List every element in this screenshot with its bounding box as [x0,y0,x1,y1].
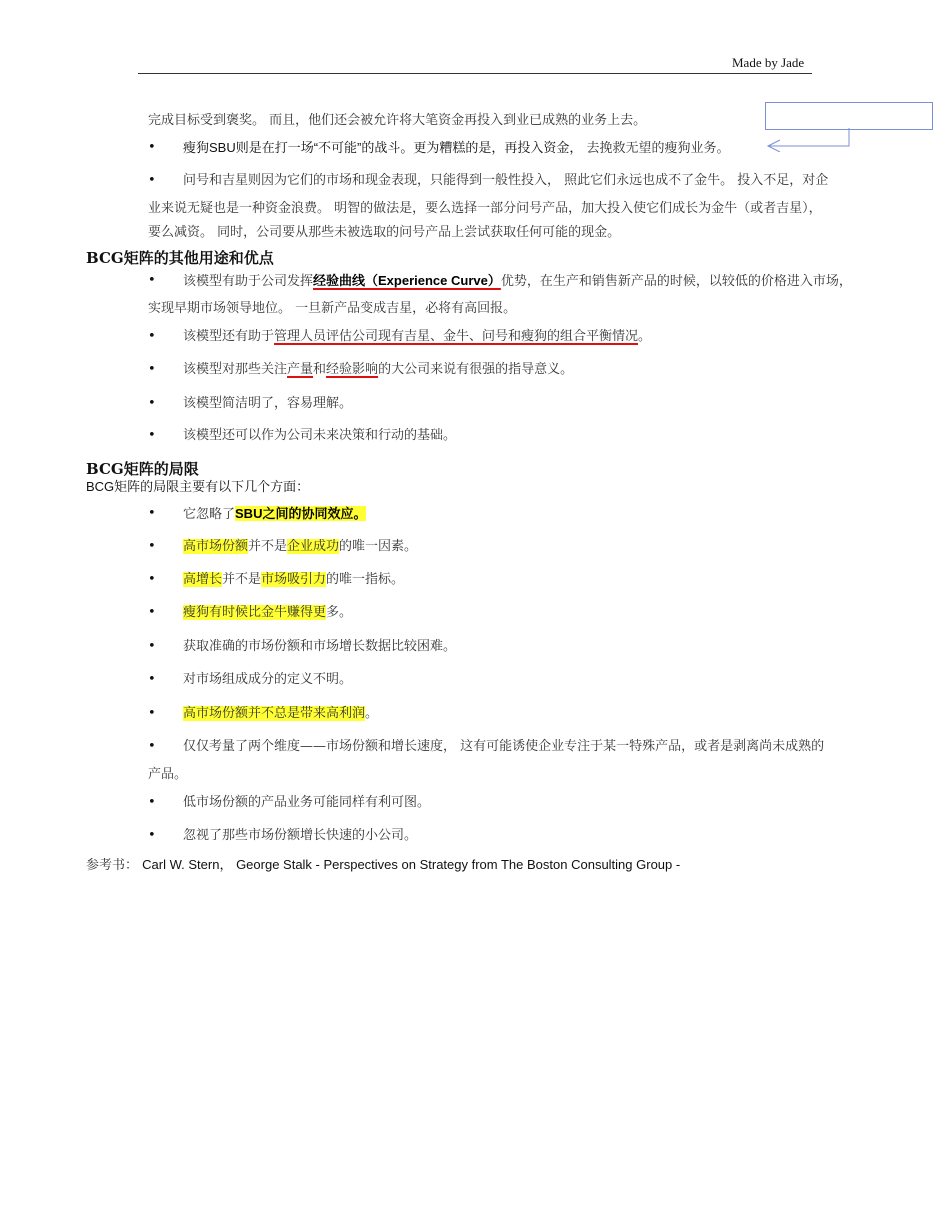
bullet-dot: • [148,795,156,810]
uses-b1-line2: 实现早期市场领导地位。 一旦新产品变成吉星，必将有高回报。 [148,301,517,316]
limits-l4-hl: 瘦狗有时候比金牛赚得更 [183,605,327,620]
bullet-dot: • [148,140,156,155]
limits-bullet-6: 对市场组成成分的定义不明。 [183,672,353,687]
limits-l2-hl1: 高市场份额 [183,539,249,554]
limits-l7-hl: 高市场份额并不总是带来高利润 [183,706,366,721]
bullet-dot: • [148,362,156,377]
uses-b3-post: 的大公司来说有很强的指导意义。 [378,362,574,377]
dog-bullet [183,139,730,158]
uses-bullet-1 [183,272,852,291]
uses-b1-post: 优势，在生产和销售新产品的时候，以较低的价格进入市场， [500,274,852,289]
reference-text: Carl W. Stern， George Stalk - Perspectives on Strategy from The Boston Consulting Group - [142,857,681,872]
limits-l3-mid: 并不是 [222,572,262,587]
uses-b1-mark: 经验曲线（Experience Curve） [313,273,501,288]
dog-bullet-text: 瘦狗SBU则是在打一场“不可能”的战斗。更为糟糕的是，再投入资金， [183,140,583,155]
limits-bullet-3 [183,571,404,589]
uses-b2-mark: 管理人员评估公司现有吉星、金牛、问号和瘦狗的组合平衡情况 [274,329,639,344]
uses-bullet-3 [183,361,573,379]
limits-intro-text: BCG矩阵的局限主要有以下几个方面： [86,479,310,494]
bullet-dot: • [148,173,156,188]
bullet-dot: • [148,739,156,754]
limits-l2-hl2: 企业成功 [287,539,340,554]
uses-b2-pre: 该模型还有助于 [183,329,275,344]
bullet-dot: • [148,572,156,587]
limits-bullet-10: 忽视了那些市场份额增长快速的小公司。 [183,828,418,843]
bullet-dot: • [148,672,156,687]
header-divider [138,73,812,74]
uses-bullet-4: 该模型简洁明了，容易理解。 [183,396,353,411]
bullet-dot: • [148,639,156,654]
limits-bullet-9: 低市场份额的产品业务可能同样有利可图。 [183,795,431,810]
uses-b3-mid: 和 [313,362,327,377]
section-title-uses: BCG矩阵的其他用途和优点 [86,249,274,267]
limits-l3-hl2: 市场吸引力 [261,572,327,587]
limits-intro [86,478,309,497]
bullet-dot: • [148,329,156,344]
reference-label: 参考书： [86,858,139,873]
intro-line: 完成目标受到褒奖。 而且，他们还会被允许将大笔资金再投入到业已成熟的业务上去。 [148,113,647,128]
uses-b3-mark2: 经验影响 [326,362,379,377]
limits-l3-post: 的唯一指标。 [326,572,405,587]
bullet-dot: • [148,506,156,521]
bullet-dot: • [148,396,156,411]
bullet-dot: • [148,828,156,843]
bullet-dot: • [148,428,156,443]
reference [86,856,680,875]
comment-connector [760,126,860,152]
limits-l1-pre: 它忽略了 [183,507,236,522]
bullet-dot: • [148,539,156,554]
limits-l2-post: 的唯一因素。 [339,539,418,554]
limits-l7-post: 。 [365,706,379,721]
qm-line-3: 要么减资。 同时，公司要从那些未被选取的问号产品上尝试获取任何可能的现金。 [148,225,621,240]
limits-l2-mid: 并不是 [248,539,288,554]
bullet-dot: • [148,273,156,288]
uses-bullet-2 [183,328,651,346]
uses-b3-pre: 该模型对那些关注 [183,362,288,377]
section-title-limits: BCG矩阵的局限 [86,460,199,478]
limits-l4-post: 多。 [326,605,353,620]
limits-bullet-8: 仅仅考量了两个维度——市场份额和增长速度， 这有可能诱使企业专注于某一特殊产品，或者是剥离尚未成熟的 [183,739,825,754]
uses-b2-post: 。 [638,329,652,344]
limits-l1-hl: SBU之间的协同效应。 [235,506,367,521]
dog-bullet-tail: 去挽救无望的瘦狗业务。 [586,141,730,156]
uses-b3-mark1: 产量 [287,362,314,377]
qm-line-1: 问号和吉星则因为它们的市场和现金表现，只能得到一般性投入， 照此它们永远也成不了金牛。 投入不足，对企 [183,173,829,188]
uses-bullet-5: 该模型还可以作为公司未来决策和行动的基础。 [183,428,457,443]
page-header-text: Made by Jade [732,55,805,70]
limits-l8-line2: 产品。 [148,767,188,782]
qm-line-2: 业来说无疑也是一种资金浪费。 明智的做法是，要么选择一部分问号产品，加大投入使它们成长为金牛（或者吉星）， [148,201,822,216]
bullet-dot: • [148,605,156,620]
limits-bullet-4 [183,604,352,622]
limits-l3-hl1: 高增长 [183,572,223,587]
limits-bullet-2 [183,538,417,556]
uses-b1-pre: 该模型有助于公司发挥 [183,274,314,289]
limits-bullet-7 [183,705,378,723]
limits-bullet-5: 获取准确的市场份额和市场增长数据比较困难。 [183,639,457,654]
limits-bullet-1 [183,505,366,524]
bullet-dot: • [148,706,156,721]
